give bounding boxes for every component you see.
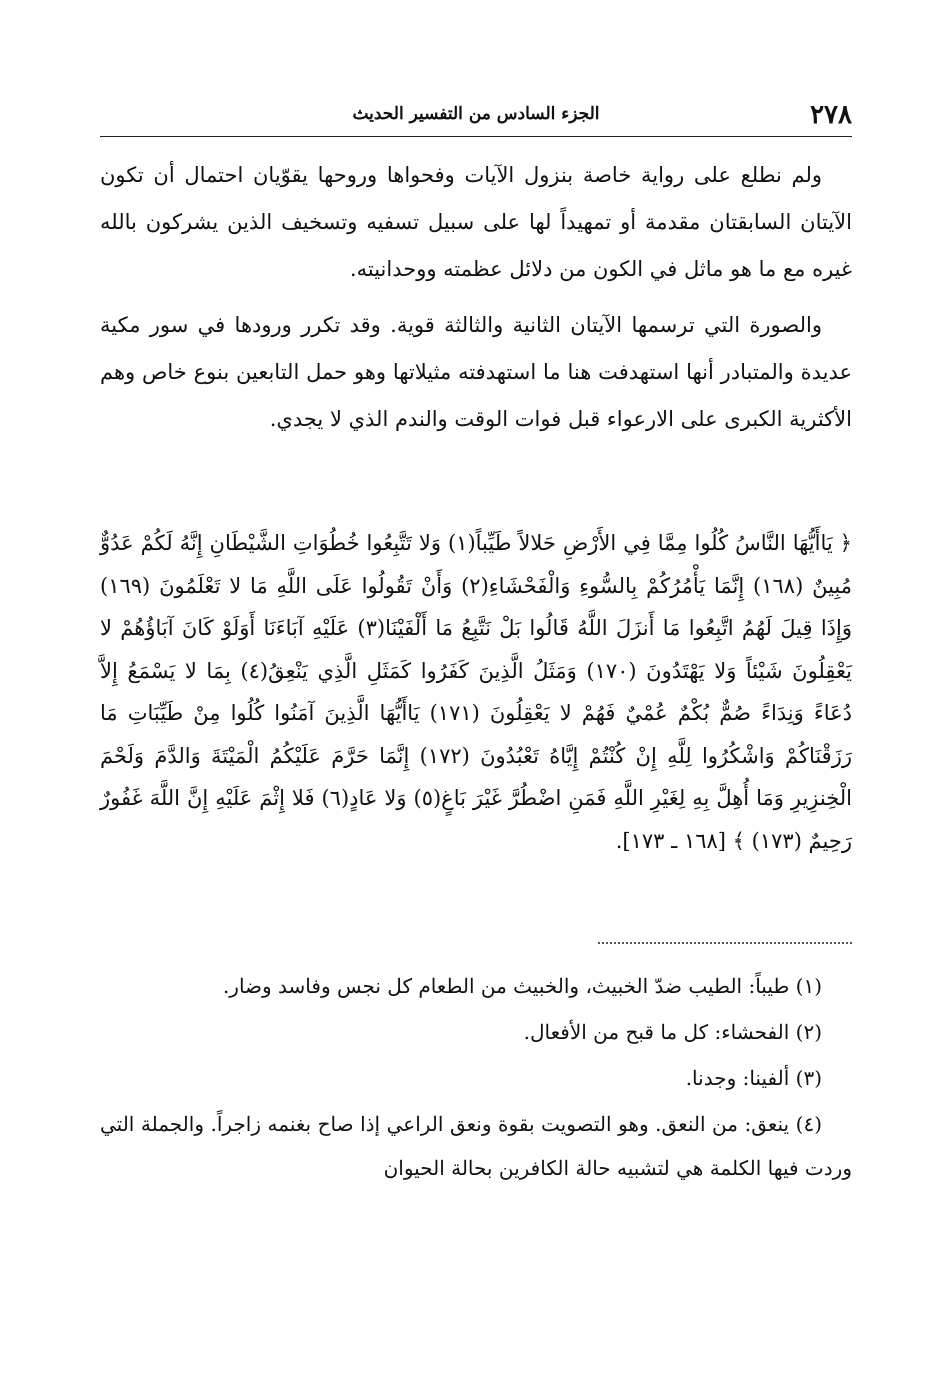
footnote-4: (٤) ينعق: من النعق. وهو التصويت بقوة ونعق الراعي إذا صاح بغنمه زاجراً. والجملة التي وردت فيها الكلمة هي لتشبيه حالة الكافرين بحالة الحيوان	[100, 1112, 852, 1180]
page-number: ٢٧٨	[810, 100, 852, 130]
paragraph-1: ولم نطلع على رواية خاصة بنزول الآيات وفحواها وروحها يقوّيان احتمال أن تكون الآيتان السابقتان مقدمة أو تمهيداً لها على سبيل تسفيه وتسخيف الذين يشركون بالله غيره مع ما هو ماثل في الكون من دلائل عظمته ووحدانيته.	[100, 163, 852, 281]
footnote-1: (١) طيباً: الطيب ضدّ الخبيث، والخبيث من الطعام كل نجس وفاسد وضار.	[222, 974, 822, 998]
page-header	[100, 96, 852, 137]
paragraph-2-block	[100, 302, 852, 443]
paragraph-1-block	[100, 152, 852, 293]
running-title: الجزء السادس من التفسير الحديث	[352, 104, 600, 124]
footnote-2: (٢) الفحشاء: كل ما قبح من الأفعال.	[523, 1020, 822, 1044]
footnote-3: (٣) ألفينا: وجدنا.	[685, 1066, 822, 1090]
paragraph-2: والصورة التي ترسمها الآيتان الثانية والثالثة قوية. وقد تكرر ورودها في سور مكية عديدة والمتبادر أنها استهدفت هنا ما استهدفته مثيلاتها وهو حمل التابعين بنوع خاص وهم الأكثرية الكبرى على الارعواء قبل فوات الوقت والندم الذي لا يجدي.	[100, 313, 852, 431]
footnotes	[100, 964, 852, 1192]
footnote-separator	[598, 942, 852, 944]
quran-verse-block: ﴿ يَاأَيُّهَا النَّاسُ كُلُوا مِمَّا فِي الأَرْضِ حَلالاً طَيِّباً(١) وَلا تَتَّبِعُوا خُطُوَاتِ الشَّيْطَانِ إِنَّهُ لَكُمْ عَدُوٌّ مُبِينٌ (١٦٨) إِنَّمَا يَأْمُرُكُمْ بِالسُّوءِ وَالْفَحْشَاءِ(٢) وَأَنْ تَقُولُوا عَلَى اللَّهِ مَا لا تَعْلَمُونَ (١٦٩) وَإِذَا قِيلَ لَهُمُ اتَّبِعُوا مَا أَنزَلَ اللَّهُ قَالُوا بَلْ نَتَّبِعُ مَا أَلْفَيْنَا(٣) عَلَيْهِ آبَاءَنَا أَوَلَوْ كَانَ آبَاؤُهُمْ لا يَعْقِلُونَ شَيْئاً وَلا يَهْتَدُونَ (١٧٠) وَمَثَلُ الَّذِينَ كَفَرُوا كَمَثَلِ الَّذِي يَنْعِقُ(٤) بِمَا لا يَسْمَعُ إِلاَّ دُعَاءً وَنِدَاءً صُمٌّ بُكْمٌ عُمْيٌ فَهُمْ لا يَعْقِلُونَ (١٧١) يَاأَيُّهَا الَّذِينَ آمَنُوا كُلُوا مِنْ طَيِّبَاتِ مَا رَزَقْنَاكُمْ وَاشْكُرُوا لِلَّهِ إِنْ كُنْتُمْ إِيَّاهُ تَعْبُدُونَ (١٧٢) إِنَّمَا حَرَّمَ عَلَيْكُمُ الْمَيْتَةَ وَالدَّمَ وَلَحْمَ الْخِنزِيرِ وَمَا أُهِلَّ بِهِ لِغَيْرِ اللَّهِ فَمَنِ اضْطُرَّ غَيْرَ بَاغٍ(٥) وَلا عَادٍ(٦) فَلا إِثْمَ عَلَيْهِ إِنَّ اللَّهَ غَفُورٌ رَحِيمٌ (١٧٣) ﴾ [١٦٨ ـ ١٧٣].	[100, 531, 853, 853]
